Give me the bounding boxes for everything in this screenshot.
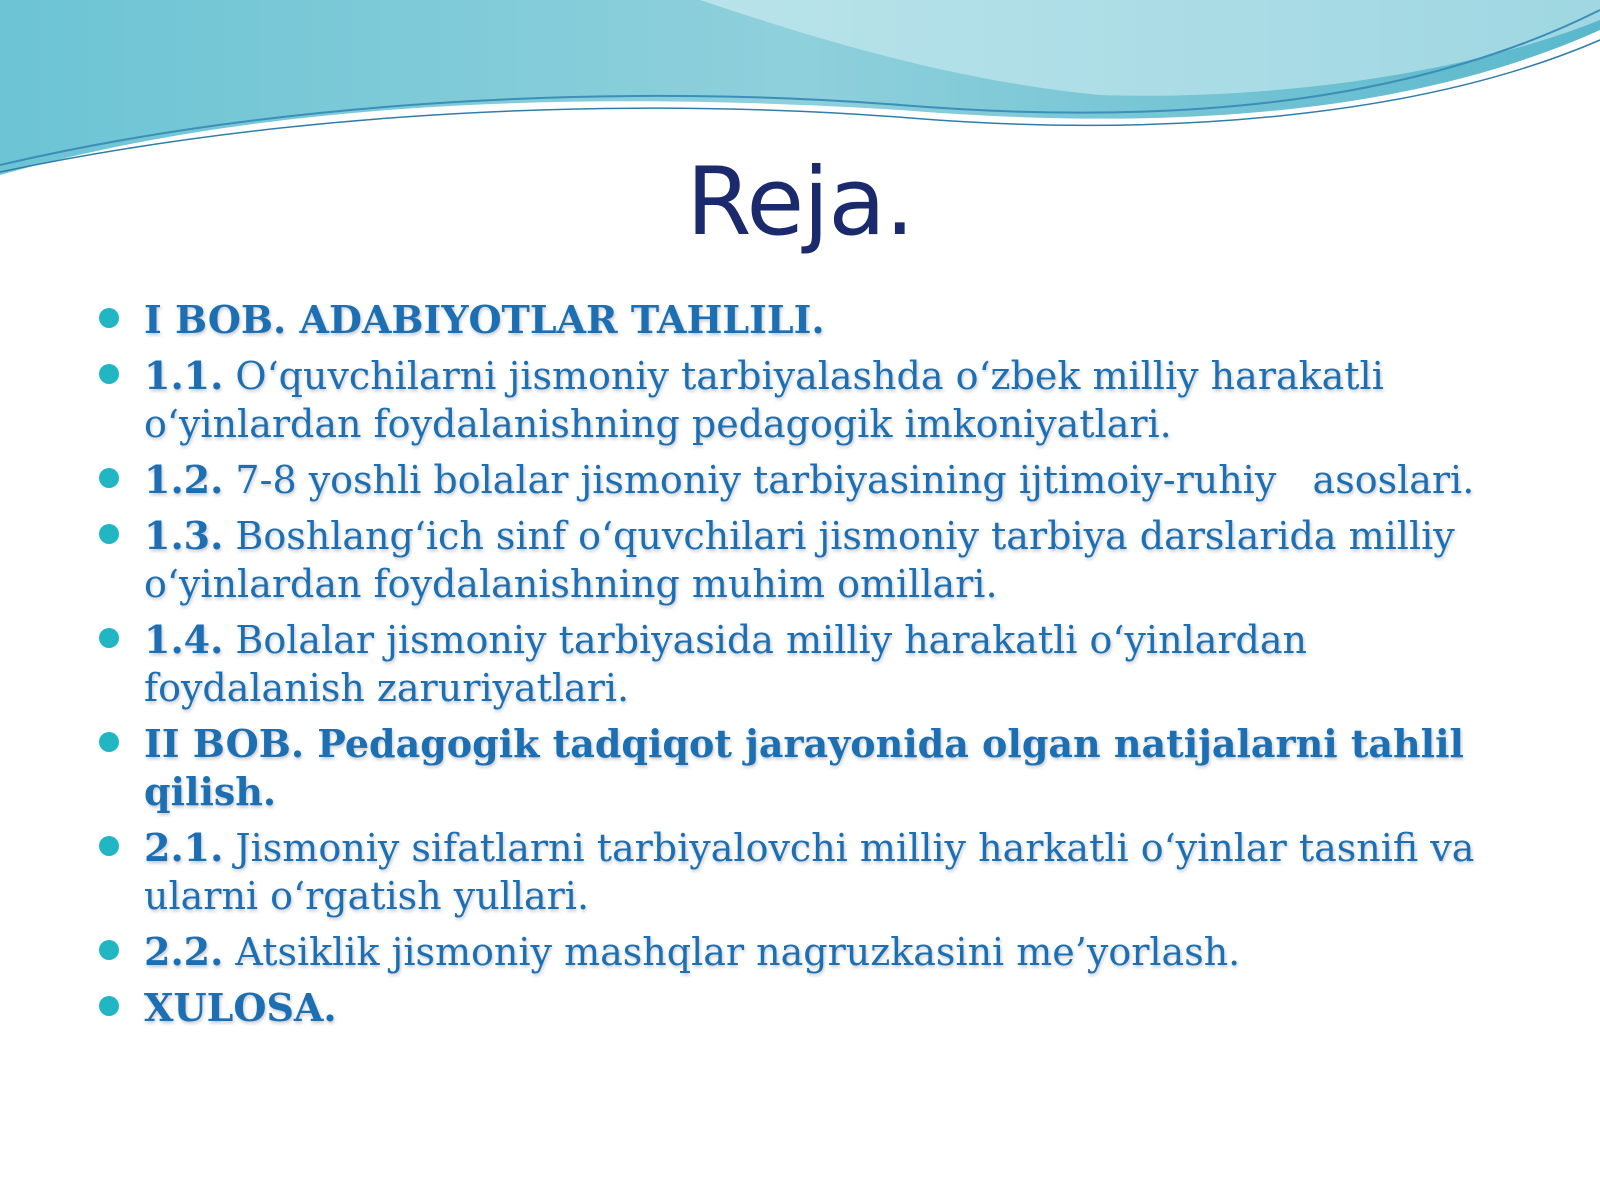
plan-item-number: 2.2.	[144, 929, 224, 974]
plan-item-text: 7-8 yoshli bolalar jismoniy tarbiyasining ijtimoiy-ruhiy asoslari.	[223, 458, 1475, 502]
plan-item-text: XULOSA.	[144, 985, 337, 1030]
plan-item-text: Bolalar jismoniy tarbiyasida milliy harakatli o‘yinlardan foydalanish zaruriyatlari.	[144, 618, 1307, 710]
plan-item-text: Atsiklik jismoniy mashqlar nagruzkasini me’yorlash.	[223, 930, 1241, 974]
plan-item-text: I BOB. ADABIYOTLAR TAHLILI.	[144, 297, 825, 342]
plan-item-chapter-1	[96, 296, 1536, 344]
bullet-icon	[99, 732, 119, 752]
plan-item-1-4	[96, 616, 1536, 712]
plan-item-1-1	[96, 352, 1536, 448]
plan-item-chapter-2	[96, 720, 1536, 816]
bullet-icon	[99, 308, 119, 328]
plan-item-conclusion	[96, 984, 1536, 1032]
bullet-icon	[99, 364, 119, 384]
plan-item-text: O‘quvchilarni jismoniy tarbiyalashda o‘zbek milliy harakatli o‘yinlardan foydalanishning pedagogik imkoniyatlari.	[144, 354, 1384, 446]
plan-item-1-3	[96, 512, 1536, 608]
plan-item-1-2	[96, 456, 1536, 504]
plan-item-number: 1.3.	[144, 513, 224, 558]
bullet-icon	[99, 996, 119, 1016]
plan-item-number: 2.1.	[144, 825, 224, 870]
plan-list	[96, 296, 1536, 1040]
plan-item-2-2	[96, 928, 1536, 976]
plan-item-number: 1.1.	[144, 353, 224, 398]
bullet-icon	[99, 628, 119, 648]
plan-item-text: Boshlang‘ich sinf o‘quvchilari jismoniy tarbiya darslarida milliy o‘yinlardan foydalanishning muhim omillari.	[144, 514, 1455, 606]
bullet-icon	[99, 524, 119, 544]
plan-item-2-1	[96, 824, 1536, 920]
bullet-icon	[99, 468, 119, 488]
plan-item-text: II BOB. Pedagogik tadqiqot jarayonida olgan natijalarni tahlil qilish.	[144, 721, 1464, 814]
plan-item-number: 1.4.	[144, 617, 224, 662]
bullet-icon	[99, 836, 119, 856]
plan-item-text: Jismoniy sifatlarni tarbiyalovchi milliy harkatli o‘yinlar tasnifi va ularni o‘rgatish yullari.	[144, 826, 1475, 918]
bullet-icon	[99, 940, 119, 960]
slide-title: Reja.	[686, 148, 914, 257]
plan-item-number: 1.2.	[144, 457, 224, 502]
